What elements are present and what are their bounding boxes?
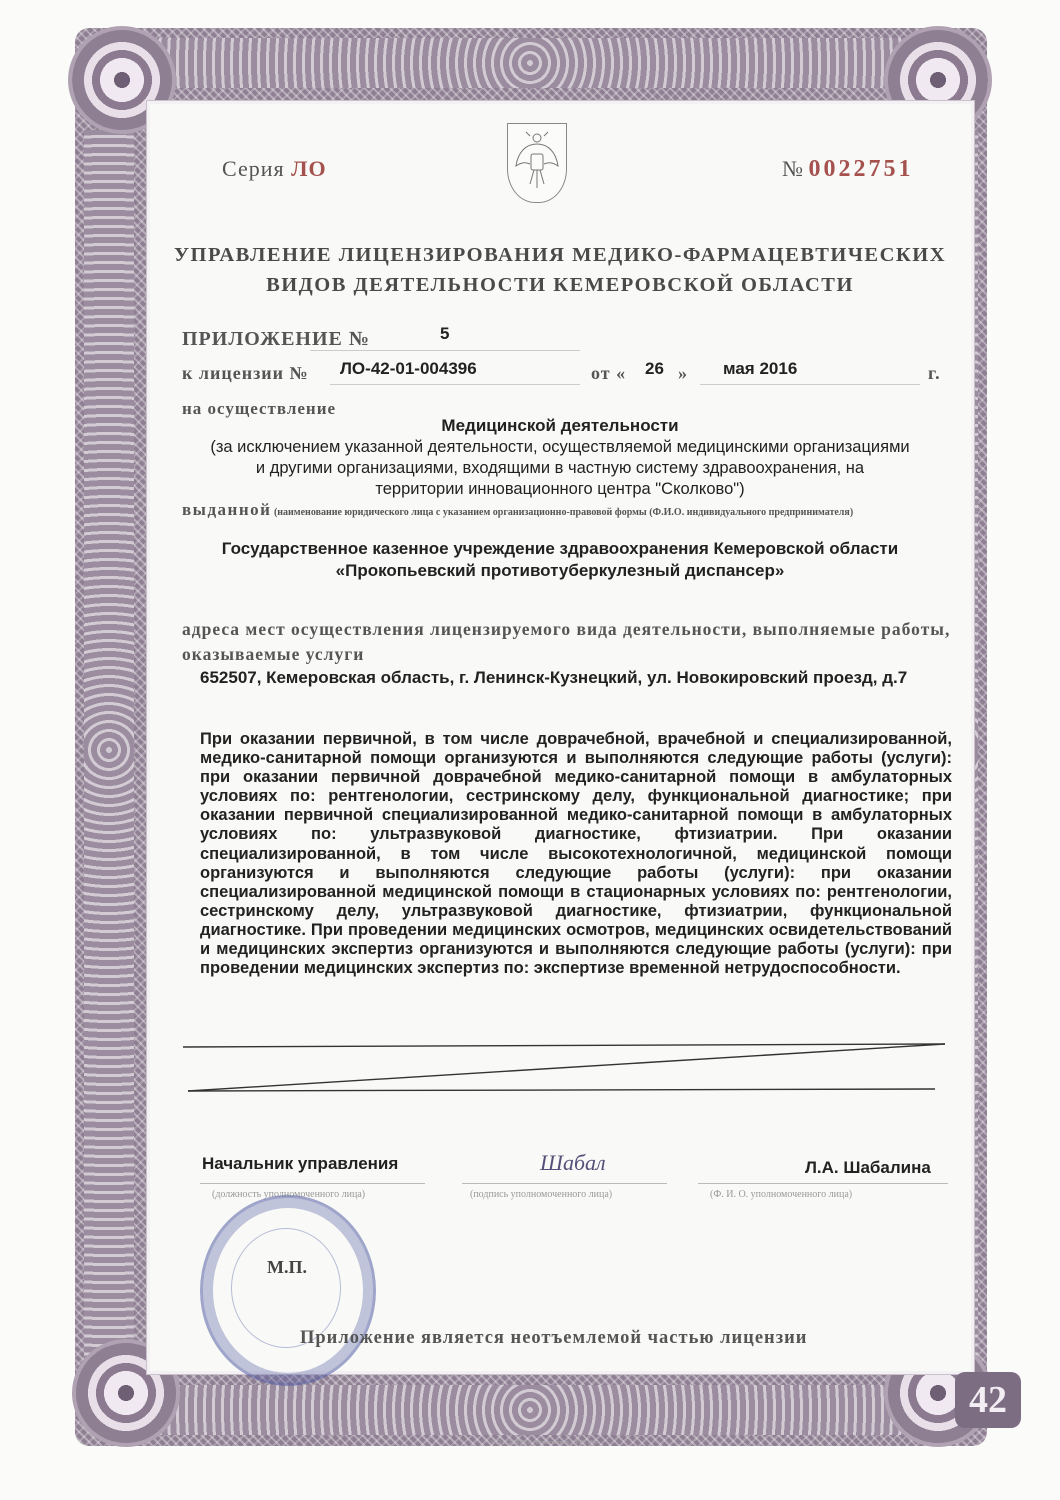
signer-name: Л.А. Шабалина xyxy=(805,1158,931,1177)
caption-position: (должность уполномоченного лица) xyxy=(212,1189,366,1200)
printer-imprint: ЗАО «СИБПРО», Новосибирск, 2015, «Б» xyxy=(490,1440,598,1446)
exclusion-line: и другими организациями, входящими в частную систему здравоохранения, на xyxy=(255,459,865,477)
date-suffix: » xyxy=(678,363,688,383)
license-label: к лицензии № xyxy=(182,363,309,383)
signature-underline xyxy=(462,1183,667,1184)
signer-position: Начальник управления xyxy=(202,1154,399,1173)
handwritten-signature: Шабал xyxy=(540,1150,606,1175)
exclusion-line: территории инновационного центра "Сколково") xyxy=(375,480,745,498)
license-underline xyxy=(330,384,580,385)
russian-coat-of-arms-icon xyxy=(507,123,567,203)
date-day: 26 xyxy=(645,359,664,378)
position-underline xyxy=(200,1183,425,1184)
appendix-underline xyxy=(310,350,580,351)
form-number-value: 0022751 xyxy=(808,156,914,182)
exclusion-line: (за исключением указанной деятельности, осуществляемой медицинскими организациями xyxy=(210,438,910,456)
purpose-label: на осуществление xyxy=(182,399,337,418)
date-month-year: мая 2016 xyxy=(723,359,798,378)
official-seal-icon xyxy=(200,1195,376,1386)
activity-title: Медицинской деятельности xyxy=(441,416,679,435)
form-number xyxy=(782,156,914,183)
address-label: адреса мест осуществления лицензируемого вида деятельности, выполняемые работы, оказываемые услуги xyxy=(182,619,951,664)
name-underline xyxy=(698,1183,948,1184)
issued-to-label xyxy=(182,501,952,522)
license-number: ЛО-42-01-004396 xyxy=(340,359,477,378)
organization-name xyxy=(170,538,950,582)
caption-name: (Ф. И. О. уполномоченного лица) xyxy=(710,1189,853,1200)
border-band-top xyxy=(130,38,930,88)
activity-exclusion xyxy=(170,437,950,500)
services-text: При оказании первичной, в том числе доврачебной, врачебной и специализированной, медико-санитарной помощи организуются и выполняются следующие работы (услуги): при оказании первичной доврачебной медико-санитарной помощи в амбулаторных условиях по: рентгенологии, сестринскому делу, функциональной диагностике; при оказании первичной специализированной медико-санитарной помощи в амбулаторных условиях по: ультразвуковой диагностике, фтизиатрии. При оказании специализированной, в том числе высокотехнологичной, медицинской помощи организуются и выполняются следующие работы (услуги): при оказании специализированной медицинской помощи в стационарных условиях по: рентгенологии, сестринскому делу, ультразвуковой диагностике, фтизиатрии, функциональной диагностике. При проведении медицинских осмотров, медицинских освидетельствований и медицинских экспертиз организуются и выполняются следующие работы (услуги): при проведении медицинских экспертиз по: экспертизе временной нетрудоспособности. xyxy=(200,730,952,978)
date-prefix: от « xyxy=(591,363,627,383)
border-band-left xyxy=(84,130,134,1370)
caption-signature: (подпись уполномоченного лица) xyxy=(470,1189,613,1200)
authority-line-2: ВИДОВ ДЕЯТЕЛЬНОСТИ КЕМЕРОВСКОЙ ОБЛАСТИ xyxy=(266,274,854,296)
issued-hint: (наименование юридического лица с указанием организационно-правовой формы (Ф.И.О. индивидуального предпринимателя) xyxy=(273,507,854,518)
region-code-badge: 42 xyxy=(955,1372,1021,1428)
appendix-note: Приложение является неотъемлемой частью лицензии xyxy=(300,1328,808,1348)
series xyxy=(222,156,327,182)
series-code: ЛО xyxy=(291,156,327,181)
authority-line-1: УПРАВЛЕНИЕ ЛИЦЕНЗИРОВАНИЯ МЕДИКО-ФАРМАЦЕВТИЧЕСКИХ xyxy=(173,244,946,266)
border-band-bottom xyxy=(130,1385,930,1435)
org-line-1: Государственное казенное учреждение здравоохранения Кемеровской области xyxy=(221,539,899,558)
series-label: Серия xyxy=(222,156,285,181)
appendix-label: ПРИЛОЖЕНИЕ № xyxy=(182,328,370,350)
org-line-2: «Прокопьевский противотуберкулезный диспансер» xyxy=(335,561,785,580)
date-underline xyxy=(700,384,920,385)
issuing-authority xyxy=(160,240,960,300)
year-suffix: г. xyxy=(928,363,941,383)
seal-label: М.П. xyxy=(267,1257,307,1277)
address-value: 652507, Кемеровская область, г. Ленинск-Кузнецкий, ул. Новокировский проезд, д.7 xyxy=(200,668,908,687)
number-sign: № xyxy=(782,156,803,181)
appendix-number: 5 xyxy=(440,324,450,343)
issued-label: выданной xyxy=(182,500,272,519)
closing-z-lines xyxy=(180,1038,955,1098)
